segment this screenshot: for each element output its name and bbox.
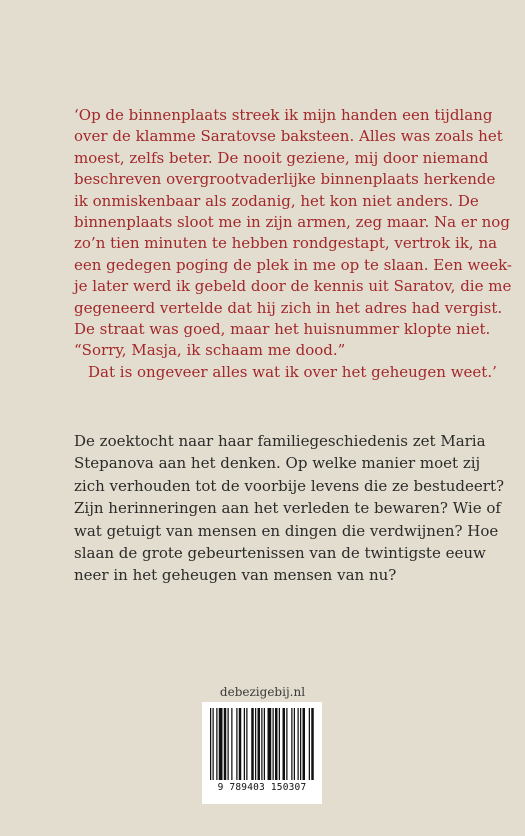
publisher-url[interactable]: debezigebij.nl xyxy=(219,685,306,699)
quote-line: een gedegen poging de plek in me op te slaan. Een week- xyxy=(74,255,512,274)
quote-line: ik onmiskenbaar als zodanig, het kon niet anders. De xyxy=(74,191,479,210)
description-line: neer in het geheugen van mensen van nu? xyxy=(74,566,397,585)
barcode-bars xyxy=(210,708,314,782)
quote-line: zo’n tien minuten te hebben rondgestapt, vertrok ik, na xyxy=(74,234,498,253)
quote-line: over de klamme Saratovse baksteen. Alles was zoals het xyxy=(74,127,503,146)
quote-line: Dat is ongeveer alles wat ik over het geheugen weet.’ xyxy=(88,362,497,381)
description-line: Stepanova aan het denken. Op welke manier moet zij xyxy=(74,454,481,473)
quote-line: beschreven overgrootvaderlijke binnenplaats herkende xyxy=(74,170,496,189)
barcode xyxy=(202,702,322,804)
description-line: wat getuigt van mensen en dingen die verdwijnen? Hoe xyxy=(74,521,499,540)
description-block xyxy=(74,430,505,587)
description-line: zich verhouden tot de voorbije levens die ze bestudeert? xyxy=(74,476,505,495)
quote-line: je later werd ik gebeld door de kennis uit Saratov, die me xyxy=(74,277,512,296)
quote-line: “Sorry, Masja, ik schaam me dood.” xyxy=(74,341,346,360)
description-line: Zijn herinneringen aan het verleden te bewaren? Wie of xyxy=(74,499,501,518)
quote-line: binnenplaats sloot me in zijn armen, zeg maar. Na er nog xyxy=(74,213,510,232)
quote-line: De straat was goed, maar het huisnummer klopte niet. xyxy=(74,320,491,339)
quote-block xyxy=(74,105,512,383)
description-line: De zoektocht naar haar familiegeschiedenis zet Maria xyxy=(74,432,486,450)
description-line: slaan de grote gebeurtenissen van de twintigste eeuw xyxy=(74,544,486,563)
quote-line: gegeneerd vertelde dat hij zich in het adres had vergist. xyxy=(74,298,503,317)
barcode-digits: 9 789403 150307 xyxy=(217,782,307,793)
quote-line: moest, zelfs beter. De nooit geziene, mij door niemand xyxy=(74,148,489,167)
quote-line: ‘Op de binnenplaats streek ik mijn handen een tijdlang xyxy=(74,106,493,124)
